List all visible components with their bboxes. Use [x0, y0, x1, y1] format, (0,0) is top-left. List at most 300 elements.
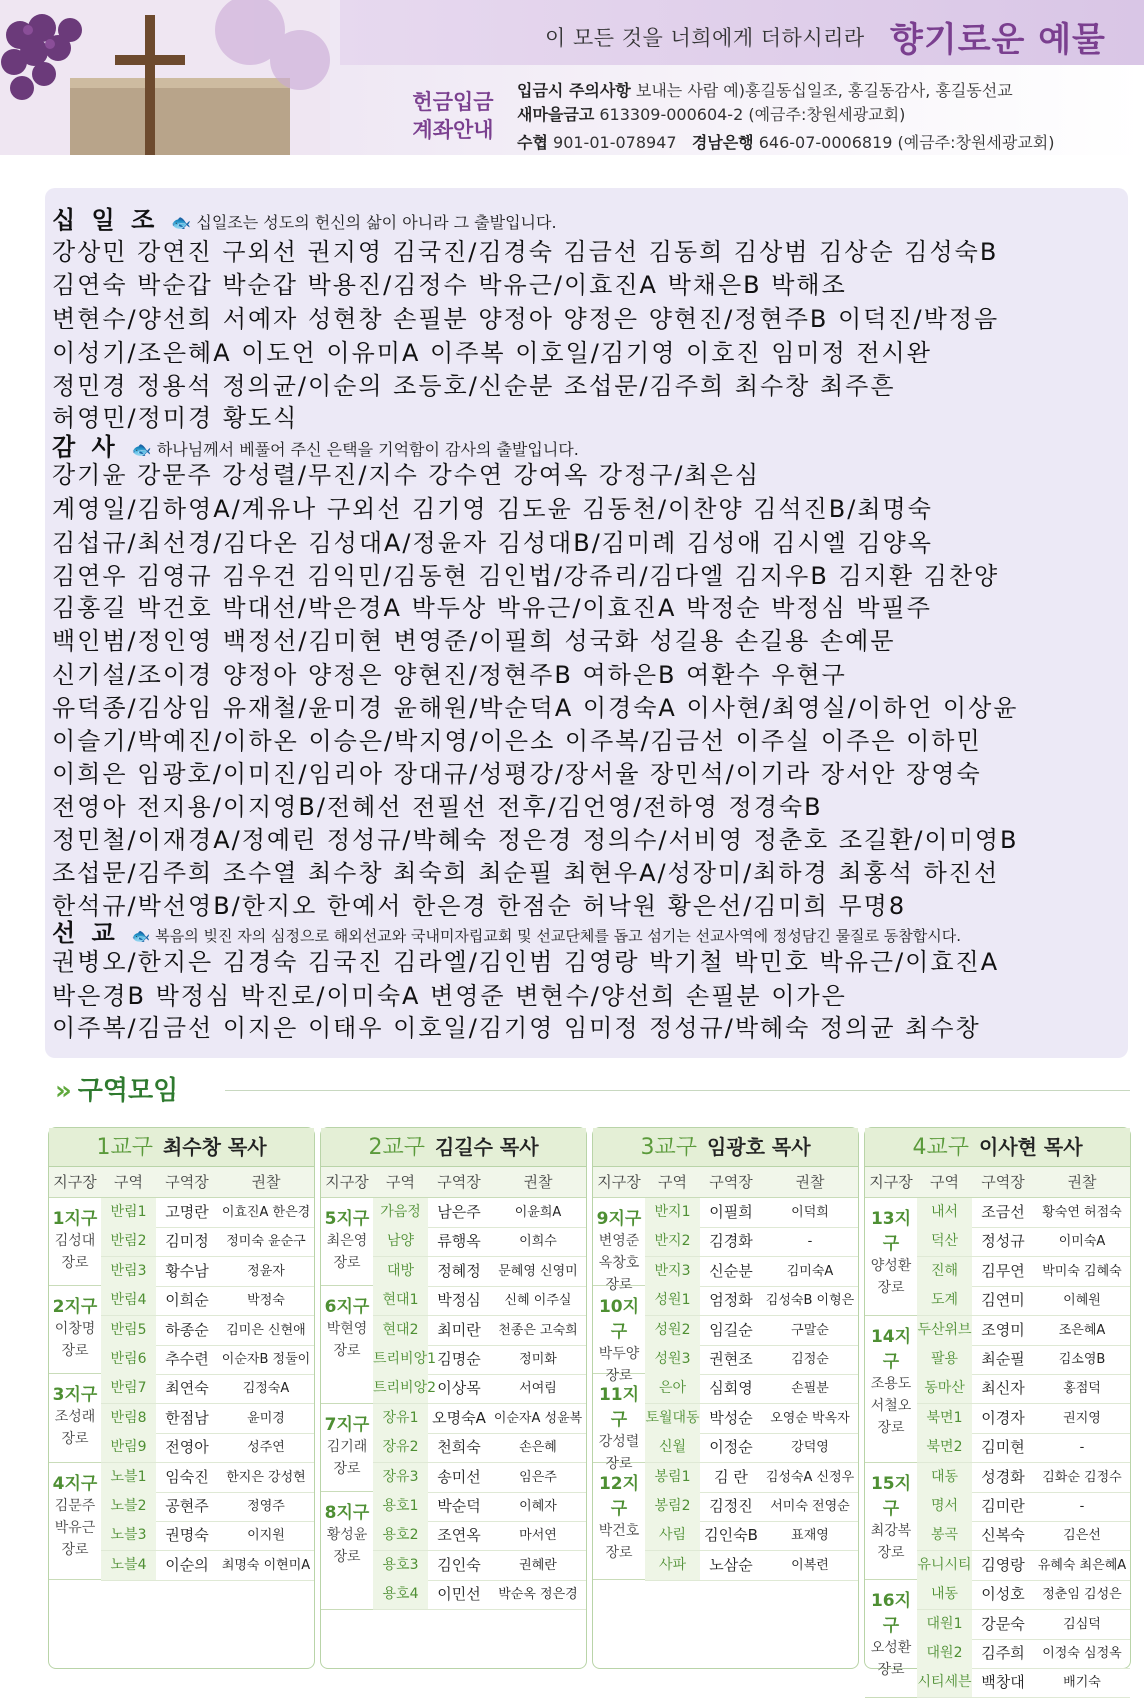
group-name: 반지3	[645, 1257, 700, 1286]
group-name: 봉림2	[645, 1492, 700, 1521]
group-assistant: 강덕영	[791, 1440, 829, 1456]
group-assistant: 배기숙	[1063, 1675, 1101, 1691]
group-assistant: 손은혜	[519, 1440, 557, 1456]
table-row	[917, 1521, 1130, 1551]
group-name: 대원2	[917, 1639, 972, 1668]
district-leader-cell	[321, 1492, 373, 1610]
group-name: 장유3	[373, 1463, 428, 1492]
group-leader: 김영랑	[981, 1555, 1025, 1574]
district-leader-name: 황성윤	[326, 1527, 368, 1543]
group-assistant: 천종은 고숙희	[498, 1322, 578, 1338]
saemaul-number: 613309-000604-2 (예금주:창원세광교회)	[599, 105, 906, 124]
group-name: 반림2	[101, 1227, 156, 1256]
group-leader: 김무연	[981, 1261, 1025, 1280]
group-assistant: -	[1079, 1440, 1085, 1456]
pastor-name: 김길수 목사	[434, 1135, 539, 1159]
table-header-cell: 구역	[386, 1173, 415, 1191]
table-header-cell: 구역	[930, 1173, 959, 1191]
group-name: 장유1	[373, 1404, 428, 1433]
group-leader: 신복숙	[981, 1526, 1025, 1545]
tithe-names-line: 정민경 정용석 정의균/이순의 조등호/신순분 조섭문/김주희 최수창 최주흔	[52, 372, 896, 400]
group-assistant: 이덕희	[791, 1205, 829, 1220]
table-row	[645, 1404, 858, 1434]
group-assistant: 이순자A 성윤복	[493, 1410, 583, 1426]
district-leader-cell	[593, 1463, 645, 1581]
group-assistant: 정미숙 윤순구	[226, 1234, 306, 1250]
table-row	[101, 1433, 314, 1463]
group-assistant: 이정숙 심정옥	[1042, 1646, 1122, 1661]
tithe-names-line: 허영민/정미경 황도식	[52, 404, 299, 432]
group-leader: 엄정화	[709, 1291, 753, 1310]
group-name: 용호2	[373, 1521, 428, 1550]
table-header-cell: 권찰	[251, 1173, 281, 1191]
table-header	[865, 1167, 1130, 1198]
district-name: 5지구	[324, 1209, 370, 1229]
group-assistant: 성주연	[247, 1440, 285, 1456]
district-leader-cell	[865, 1316, 917, 1463]
district-leader-cell	[593, 1286, 645, 1385]
group-leader: 심회영	[709, 1379, 753, 1398]
table-row	[373, 1463, 586, 1493]
district-leader-name: 양성환	[870, 1258, 912, 1274]
table-header-cell: 구역장	[437, 1173, 481, 1191]
group-name: 가음정	[373, 1198, 428, 1227]
group-assistant: -	[1079, 1499, 1085, 1514]
group-assistant: 이지원	[247, 1528, 285, 1544]
group-leader: 임길순	[709, 1320, 753, 1339]
group-leader: 조연옥	[437, 1526, 481, 1545]
thanks-names-line: 조섭문/김주희 조수열 최수창 최숙희 최순필 최현우A/성장미/최하경 최홍석 하진선	[52, 859, 1000, 887]
table-row	[373, 1551, 586, 1581]
suhyup-label: 수협	[517, 133, 548, 152]
table-row	[101, 1492, 314, 1522]
group-name: 성원3	[645, 1345, 700, 1374]
district-leader-name: 최은영	[326, 1233, 368, 1249]
district-leader-cell	[49, 1463, 101, 1581]
group-name: 사파	[645, 1551, 700, 1580]
group-assistant: 김성숙A 신정우	[765, 1469, 855, 1485]
group-name: 노블4	[101, 1551, 156, 1580]
table-row	[917, 1374, 1130, 1404]
thanks-names-line: 정민철/이재경A/정예린 정성규/박혜숙 정은경 정의수/서비영 정춘호 조길환/이미영B	[52, 826, 1019, 854]
group-leader: 조영미	[981, 1320, 1025, 1339]
table-row	[373, 1433, 586, 1463]
tithe-names-line: 김연숙 박순갑 박순갑 박용진/김정수 박유근/이효진A 박채은B 박해조	[52, 271, 847, 299]
group-name: 반림9	[101, 1433, 156, 1462]
group-leader: 최미란	[437, 1320, 481, 1339]
group-assistant: 김은선	[1063, 1528, 1101, 1544]
group-name: 두산위브	[917, 1316, 972, 1345]
district-leader-name: 오성환	[870, 1640, 912, 1657]
table-row	[101, 1404, 314, 1434]
group-leader: 이성호	[981, 1585, 1025, 1604]
table-row	[645, 1551, 858, 1581]
group-assistant: 김심덕	[1063, 1616, 1101, 1632]
table-row	[917, 1668, 1130, 1698]
table-header-cell: 권찰	[523, 1173, 553, 1191]
table-row	[917, 1404, 1130, 1434]
group-name: 신월	[645, 1433, 700, 1462]
district-leader-name: 김기래	[326, 1438, 368, 1455]
group-name: 반림6	[101, 1345, 156, 1374]
group-leader: 김연미	[981, 1291, 1025, 1310]
mission-names-line: 권병오/한지은 김경숙 김국진 김라엘/김인범 김영랑 박기철 박민호 박유근/이효진A	[52, 948, 1000, 976]
table-row	[917, 1345, 1130, 1375]
column-header	[321, 1128, 586, 1167]
district-leader-name: 변영준	[598, 1233, 640, 1249]
group-assistant: 김미은 신현애	[226, 1322, 306, 1338]
account-guide-title	[408, 88, 498, 144]
group-assistant: 홍점덕	[1063, 1381, 1101, 1397]
table-row	[917, 1639, 1130, 1669]
district-leader-name: 장로	[877, 1544, 905, 1561]
table-row	[101, 1316, 314, 1346]
group-assistant: 박순옥 정은경	[498, 1587, 578, 1603]
group-assistant: 이순자B 정둘이	[221, 1352, 311, 1367]
group-assistant: 서미숙 전영순	[770, 1499, 850, 1514]
group-name: 은아	[645, 1374, 700, 1403]
church-name: 2교구	[368, 1135, 425, 1160]
district-leader-name: 장로	[61, 1255, 89, 1271]
table-row	[645, 1227, 858, 1257]
church-name: 1교구	[96, 1135, 153, 1160]
church-name: 4교구	[912, 1135, 969, 1160]
group-leader: 김주희	[981, 1644, 1025, 1662]
group-assistant: 문혜영 신영미	[498, 1263, 578, 1279]
group-name: 반지1	[645, 1198, 700, 1227]
mission-description: 🐟 복음의 빚진 자의 심정으로 해외선교와 국내미자립교회 및 선교단체를 돕고 섬기는 선교사역에 정성담긴 물질로 동참합시다.	[131, 927, 962, 945]
tithe-names-line: 변현수/양선희 서예자 성현창 손필분 양정아 양정은 양현진/정현주B 이덕진/박정음	[52, 305, 1000, 333]
group-name: 진해	[917, 1257, 972, 1286]
district-name: 1지구	[52, 1209, 98, 1229]
district-name: 15지구	[870, 1473, 912, 1519]
district-leader-name: 장로	[877, 1419, 905, 1436]
group-leader: 박성순	[709, 1408, 753, 1427]
section-title-brand: 향기로운 예물	[890, 20, 1106, 60]
table-row	[101, 1345, 314, 1375]
district-name: 10지구	[598, 1297, 640, 1343]
group-assistant: 박정숙	[247, 1293, 285, 1309]
group-leader: 이민선	[437, 1585, 481, 1604]
district-name: 14지구	[870, 1326, 912, 1372]
group-name: 토월대동	[645, 1404, 700, 1433]
table-header-cell: 권찰	[795, 1173, 825, 1191]
group-leader: 송미선	[437, 1467, 481, 1486]
district-leader-name: 장로	[605, 1456, 633, 1473]
group-leader: 류행옥	[437, 1232, 481, 1251]
group-leader: 김 란	[714, 1467, 748, 1486]
deposit-notice-label: 입금시 주의사항	[517, 81, 631, 100]
bank-accounts	[517, 130, 1055, 153]
double-chevron-icon: »	[55, 1076, 72, 1106]
table-body	[321, 1198, 586, 1668]
table-row	[373, 1345, 586, 1375]
group-name: 팔용	[917, 1345, 972, 1374]
group-name: 대원1	[917, 1610, 972, 1639]
church-district-column	[592, 1127, 859, 1669]
group-leader: 황수남	[165, 1261, 209, 1280]
table-header-cell: 구역장	[165, 1173, 209, 1191]
district-leader-cell	[593, 1374, 645, 1473]
table-row	[917, 1257, 1130, 1287]
group-assistant: 정윤자	[247, 1263, 285, 1279]
group-name: 반림3	[101, 1257, 156, 1286]
district-leader-cell	[865, 1198, 917, 1316]
group-name: 장유2	[373, 1433, 428, 1462]
group-name: 내동	[917, 1580, 972, 1609]
group-leader: 최신자	[981, 1379, 1025, 1398]
table-row	[645, 1374, 858, 1404]
group-assistant: 이복련	[791, 1557, 829, 1573]
group-assistant: 서여림	[519, 1381, 557, 1397]
section-divider	[225, 1090, 1130, 1091]
group-name: 노블1	[101, 1463, 156, 1492]
group-name: 현대1	[373, 1286, 428, 1315]
group-assistant: 김화순 김정수	[1042, 1469, 1122, 1485]
table-row	[917, 1198, 1130, 1228]
district-leader-cell	[865, 1463, 917, 1581]
group-name: 반지2	[645, 1227, 700, 1256]
column-header	[49, 1128, 314, 1167]
district-leader-name: 장로	[333, 1460, 361, 1477]
table-header-cell: 구역	[658, 1173, 687, 1191]
group-assistant: 오영순 박옥자	[770, 1410, 850, 1426]
tithe-title: 십 일 조	[52, 206, 159, 234]
table-row	[645, 1521, 858, 1551]
group-name: 내서	[917, 1198, 972, 1227]
group-leader: 김인숙B	[704, 1526, 758, 1545]
group-name: 성원1	[645, 1286, 700, 1315]
thanks-names-line: 김연우 김영규 김우건 김익민/김동현 김인법/강쥬리/김다엘 김지우B 김지환 김찬양	[52, 562, 1000, 590]
table-header-cell: 지구장	[869, 1173, 913, 1191]
group-assistant: 최명숙 이현미A	[221, 1557, 311, 1573]
thanks-names-line: 한석규/박선영B/한지오 한예서 한은경 한점순 허낙원 황은선/김미희 무명8	[52, 892, 907, 920]
group-name: 노블3	[101, 1521, 156, 1550]
group-assistant: 권혜란	[519, 1557, 557, 1573]
district-leader-name: 박유근	[54, 1519, 96, 1536]
group-name: 반림8	[101, 1404, 156, 1433]
group-name: 대동	[917, 1463, 972, 1492]
district-leader-name: 장로	[333, 1343, 361, 1360]
district-name: 4지구	[52, 1473, 98, 1494]
district-name: 11지구	[598, 1385, 640, 1431]
group-assistant: 이혜자	[519, 1499, 557, 1514]
group-leader: 김명순	[437, 1350, 481, 1368]
group-name: 유니시티	[917, 1551, 972, 1580]
district-title-text: 구역모임	[77, 1076, 179, 1106]
group-leader: 이순의	[165, 1555, 209, 1574]
group-assistant: 이윤희A	[514, 1205, 562, 1220]
table-row	[101, 1374, 314, 1404]
table-header-cell: 지구장	[597, 1173, 641, 1191]
pastor-name: 최수창 목사	[162, 1135, 267, 1159]
tagline: 이 모든 것을 너희에게 더하시리라	[545, 26, 865, 50]
group-assistant: -	[807, 1234, 813, 1250]
thanks-desc-text: 하나님께서 베풀어 주신 은택을 기억함이 감사의 출발입니다.	[156, 440, 579, 459]
table-body	[593, 1198, 858, 1668]
district-name: 9지구	[596, 1209, 642, 1229]
table-row	[917, 1286, 1130, 1316]
table-header-cell: 구역장	[981, 1173, 1025, 1191]
table-row	[373, 1404, 586, 1434]
table-row	[373, 1198, 586, 1228]
column-header	[593, 1128, 858, 1167]
district-leader-name: 옥창호	[598, 1255, 640, 1271]
table-header	[593, 1167, 858, 1198]
group-leader: 공현주	[165, 1497, 209, 1515]
table-header	[321, 1167, 586, 1198]
table-header-cell: 권찰	[1067, 1173, 1097, 1191]
group-leader: 권현조	[709, 1350, 753, 1368]
table-row	[645, 1345, 858, 1375]
mission-title: 선 교	[52, 919, 119, 947]
group-name: 반림1	[101, 1198, 156, 1227]
group-leader: 이상목	[437, 1379, 481, 1398]
table-row	[101, 1257, 314, 1287]
group-name: 용호3	[373, 1551, 428, 1580]
group-leader: 노삼순	[709, 1555, 753, 1574]
district-leader-name: 강성렬	[598, 1434, 640, 1451]
district-leader-name: 김문주	[54, 1497, 96, 1514]
group-leader: 김인숙	[437, 1555, 481, 1574]
group-leader: 남은주	[437, 1203, 481, 1221]
table-row	[917, 1492, 1130, 1522]
group-leader: 신순분	[709, 1261, 753, 1280]
gyeongnam-label: 경남은행	[691, 133, 754, 152]
tithe-description: 🐟 십일조는 성도의 헌신의 삶이 아니라 그 출발입니다.	[171, 213, 557, 232]
district-leader-name: 김성대	[54, 1233, 96, 1249]
table-row	[101, 1286, 314, 1316]
district-name: 12지구	[598, 1473, 640, 1519]
district-name: 6지구	[324, 1297, 370, 1318]
table-body	[865, 1198, 1130, 1692]
district-leader-name: 장로	[605, 1368, 633, 1385]
thanks-names-line: 백인범/정인영 백정선/김미현 변영준/이필희 성국화 성길용 손길용 손예문	[52, 627, 896, 655]
district-leader-name: 조용도	[870, 1375, 912, 1392]
group-assistant: 이미숙A	[1058, 1234, 1106, 1250]
table-header-cell: 구역	[114, 1173, 143, 1191]
table-row	[645, 1286, 858, 1316]
group-assistant: 표재영	[791, 1528, 829, 1544]
group-leader: 정혜정	[437, 1261, 481, 1280]
table-row	[917, 1227, 1130, 1257]
group-name: 노블2	[101, 1492, 156, 1521]
group-assistant: 정춘임 김성은	[1042, 1587, 1122, 1603]
table-header-cell: 지구장	[53, 1173, 97, 1191]
group-leader: 김미란	[981, 1497, 1025, 1515]
group-name: 시티세븐	[917, 1668, 972, 1697]
thanks-names-line: 이희은 임광호/이미진/임리아 장대규/성평강/장서율 장민석/이기라 장서안 장영숙	[52, 760, 982, 788]
district-leader-cell	[865, 1580, 917, 1698]
group-name: 용호1	[373, 1492, 428, 1521]
table-row	[373, 1316, 586, 1346]
district-leader-name: 서철오	[870, 1397, 912, 1414]
district-leader-name: 박두양	[598, 1346, 640, 1363]
group-leader: 최연숙	[165, 1379, 209, 1398]
group-leader: 임숙진	[165, 1467, 209, 1486]
group-assistant: 손필분	[791, 1381, 829, 1397]
group-assistant: 유혜숙 최은혜A	[1037, 1557, 1127, 1573]
thanks-names-line: 유덕종/김상임 유재철/윤미경 윤해원/박순덕A 이경숙A 이사현/최영실/이하언 이상윤	[52, 694, 1019, 722]
group-leader: 김경화	[709, 1232, 753, 1251]
district-name: 16지구	[870, 1591, 912, 1637]
header-banner	[0, 0, 1144, 155]
district-leader-cell	[321, 1286, 373, 1404]
group-assistant: 구말순	[791, 1322, 829, 1338]
group-assistant: 김정순	[791, 1352, 829, 1367]
table-row	[917, 1551, 1130, 1581]
group-leader: 오명숙A	[432, 1408, 486, 1427]
district-leader-name: 장로	[877, 1280, 905, 1296]
table-row	[101, 1227, 314, 1257]
thanks-names-line: 전영아 전지용/이지영B/전혜선 전필선 전후/김언영/전하영 정경숙B	[52, 793, 823, 821]
group-leader: 이정순	[709, 1438, 753, 1457]
district-leader-cell	[593, 1198, 645, 1293]
table-row	[101, 1198, 314, 1228]
table-row	[373, 1286, 586, 1316]
mission-names-line: 이주복/김금선 이지은 이태우 이호일/김기영 임미정 정성규/박혜숙 정의균 최수창	[52, 1014, 981, 1042]
district-leader-name: 장로	[333, 1549, 361, 1565]
group-leader: 천희숙	[437, 1438, 481, 1457]
thanks-title: 감 사	[52, 433, 119, 461]
table-row	[917, 1316, 1130, 1346]
district-leader-cell	[49, 1374, 101, 1462]
table-header-cell: 구역장	[709, 1173, 753, 1191]
district-leader-name: 장로	[61, 1541, 89, 1558]
district-name: 7지구	[324, 1414, 370, 1435]
church-district-column	[320, 1127, 587, 1669]
pastor-name: 임광호 목사	[706, 1135, 811, 1159]
table-row	[101, 1463, 314, 1493]
group-leader: 고명란	[165, 1203, 209, 1221]
thanks-names-line: 김홍길 박건호 박대선/박은경A 박두상 박유근/이효진A 박정순 박정심 박필주	[52, 594, 932, 622]
deposit-notice	[517, 78, 1013, 101]
tithe-heading	[52, 200, 557, 235]
group-leader: 김정진	[709, 1497, 753, 1515]
church-name: 3교구	[640, 1135, 697, 1160]
group-name: 트리비앙1	[373, 1345, 428, 1374]
group-assistant: 김미숙A	[786, 1263, 834, 1279]
group-assistant: 한지은 강성현	[226, 1469, 306, 1485]
group-name: 트리비앙2	[373, 1374, 428, 1403]
group-name: 봉림1	[645, 1463, 700, 1492]
district-leader-name: 장로	[333, 1255, 361, 1271]
church-district-column	[48, 1127, 315, 1669]
group-leader: 강문숙	[981, 1614, 1025, 1633]
saemaul-label: 새마을금고	[517, 105, 595, 124]
district-leader-name: 장로	[61, 1431, 89, 1448]
group-assistant: 임은주	[519, 1469, 557, 1485]
table-row	[373, 1257, 586, 1287]
table-row	[645, 1433, 858, 1463]
group-name: 북면1	[917, 1404, 972, 1433]
account-guide-title-line2: 계좌안내	[412, 118, 494, 142]
group-name: 동마산	[917, 1374, 972, 1403]
deposit-notice-text: 보내는 사람 예)홍길동십일조, 홍길동감사, 홍길동선교	[635, 81, 1013, 100]
group-leader: 한점남	[165, 1408, 209, 1427]
tithe-names-line: 강상민 강연진 구외선 권지영 김국진/김경숙 김금선 김동희 김상범 김상순 김성숙B	[52, 238, 999, 266]
group-assistant: 황숙연 허점숙	[1042, 1205, 1122, 1220]
group-assistant: 신혜 이주실	[504, 1293, 572, 1309]
group-leader: 김미현	[981, 1438, 1025, 1457]
district-name: 3지구	[52, 1385, 98, 1406]
group-leader: 이희순	[165, 1291, 209, 1310]
group-name: 대방	[373, 1257, 428, 1286]
pastor-name: 이사현 목사	[978, 1135, 1083, 1159]
district-leader-name: 박현영	[326, 1321, 368, 1338]
table-row	[373, 1521, 586, 1551]
group-name: 도계	[917, 1286, 972, 1315]
